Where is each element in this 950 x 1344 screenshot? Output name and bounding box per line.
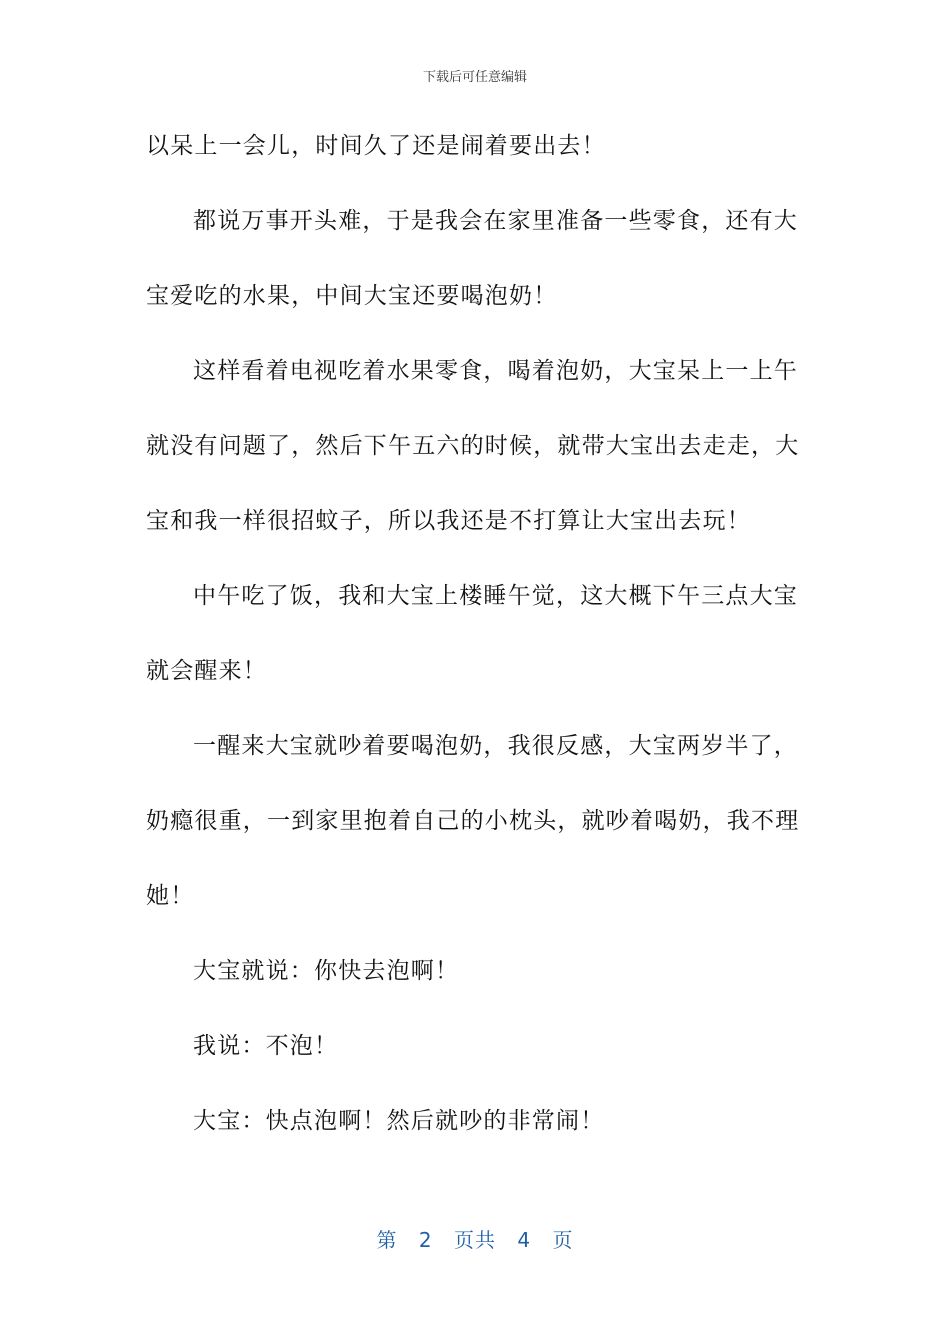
current-page-number: 2 bbox=[418, 1228, 433, 1252]
text-line-13: 我说：不泡！ bbox=[193, 1033, 339, 1059]
document-body bbox=[146, 124, 800, 1174]
text-line-7: 中午吃了饭，我和大宝上楼睡午觉，这大概下午三点大宝 bbox=[193, 583, 798, 609]
text-line-14: 大宝：快点泡啊！然后就吵的非常闹！ bbox=[193, 1108, 605, 1134]
text-line-2: 都说万事开头难，于是我会在家里准备一些零食，还有大 bbox=[193, 208, 798, 234]
text-line-1: 以呆上一会儿，时间久了还是闹着要出去！ bbox=[146, 133, 606, 159]
page-header: 下载后可任意编辑 bbox=[422, 70, 527, 85]
text-line-12: 大宝就说：你快去泡啊！ bbox=[193, 958, 460, 984]
footer-ye: 页 bbox=[552, 1228, 574, 1252]
total-pages-number: 4 bbox=[517, 1228, 532, 1252]
text-line-3: 宝爱吃的水果，中间大宝还要喝泡奶！ bbox=[146, 283, 558, 309]
text-line-5: 就没有问题了，然后下午五六的时候，就带大宝出去走走，大 bbox=[146, 433, 800, 459]
text-line-8: 就会醒来！ bbox=[146, 658, 267, 684]
footer-ye-gong: 页共 bbox=[454, 1228, 496, 1252]
text-line-6: 宝和我一样很招蚊子，所以我还是不打算让大宝出去玩！ bbox=[146, 508, 751, 534]
footer-di: 第 bbox=[376, 1228, 398, 1252]
text-line-11: 她！ bbox=[146, 883, 195, 909]
text-line-9: 一醒来大宝就吵着要喝泡奶，我很反感，大宝两岁半了， bbox=[193, 733, 798, 759]
text-line-10: 奶瘾很重，一到家里抱着自己的小枕头，就吵着喝奶，我不理 bbox=[146, 808, 800, 834]
page-footer bbox=[0, 1224, 950, 1253]
text-line-4: 这样看着电视吃着水果零食，喝着泡奶，大宝呆上一上午 bbox=[193, 358, 798, 384]
